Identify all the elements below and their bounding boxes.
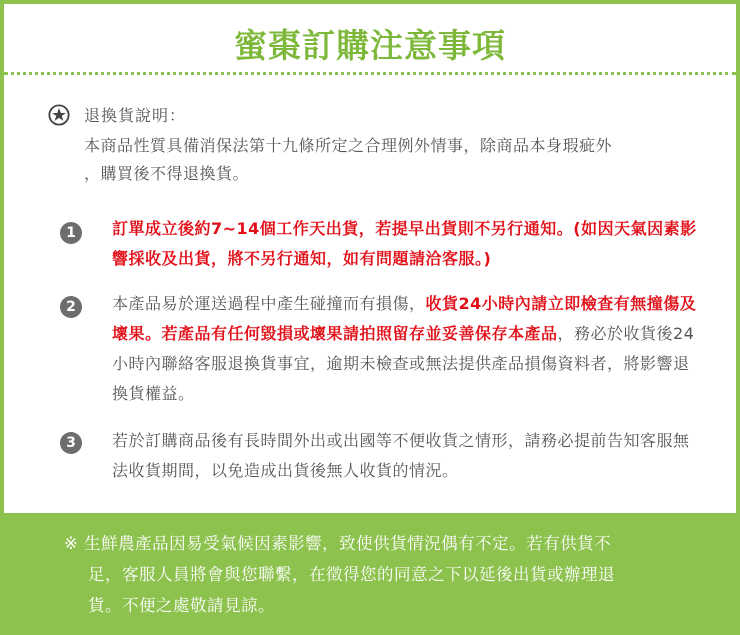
star-icon — [48, 104, 70, 126]
disclaimer-line-3: 貨。不便之處敬請見諒。 — [88, 596, 275, 615]
number-2-icon: 2 — [60, 296, 82, 318]
damage-notice-intro: 本產品易於運送過程中產生碰撞而有損傷， — [112, 294, 426, 313]
number-3-icon: 3 — [60, 432, 82, 454]
number-1-icon: 1 — [60, 222, 82, 244]
supply-disclaimer — [64, 528, 704, 621]
disclaimer-line-2: 足，客服人員將會與您聯繫，在徵得您的同意之下以延後出貨或辦理退 — [88, 565, 615, 584]
dotted-divider — [4, 72, 736, 75]
disclaimer-line-1: ※ 生鮮農產品因易受氣候因素影響，致使供貨情況偶有不定。若有供貨不 — [64, 534, 612, 553]
returns-body-line-2: ，購買後不得退換貨。 — [84, 164, 250, 183]
absence-notice-text: 若於訂購商品後有長時間外出或出國等不便收貨之情形，請務必提前告知客服無法收貨期間，以免造成出貨後無人收貨的情況。 — [112, 431, 690, 480]
page-title: 蜜棗訂購注意事項 — [234, 26, 506, 65]
shipping-notice — [112, 214, 702, 274]
shipping-notice-text: 訂單成立後約7~14個工作天出貨，若提早出貨則不另行通知。(如因天氣因素影響採收及出貨，將不另行通知，如有問題請洽客服。) — [112, 219, 697, 268]
damage-notice — [112, 289, 702, 409]
absence-notice — [112, 426, 702, 486]
returns-body-line-1: 本商品性質具備消保法第十九條所定之合理例外情事，除商品本身瑕疵外 — [84, 136, 613, 155]
returns-body — [84, 132, 724, 188]
damage-notice-warning: 收貨24小時內請立即檢查有無撞傷及壞果。若產品有任何毀損或壞果請拍照留存並妥善保存本產品 — [112, 294, 697, 343]
damage-notice-instructions: ，務必於收貨後24小時內聯絡客服退換貨事宜，逾期未檢查或無法提供產品損傷資料者，將影響退換貨權益。 — [112, 324, 695, 403]
returns-heading: 退換貨說明： — [84, 106, 187, 125]
notice-panel — [4, 4, 736, 513]
